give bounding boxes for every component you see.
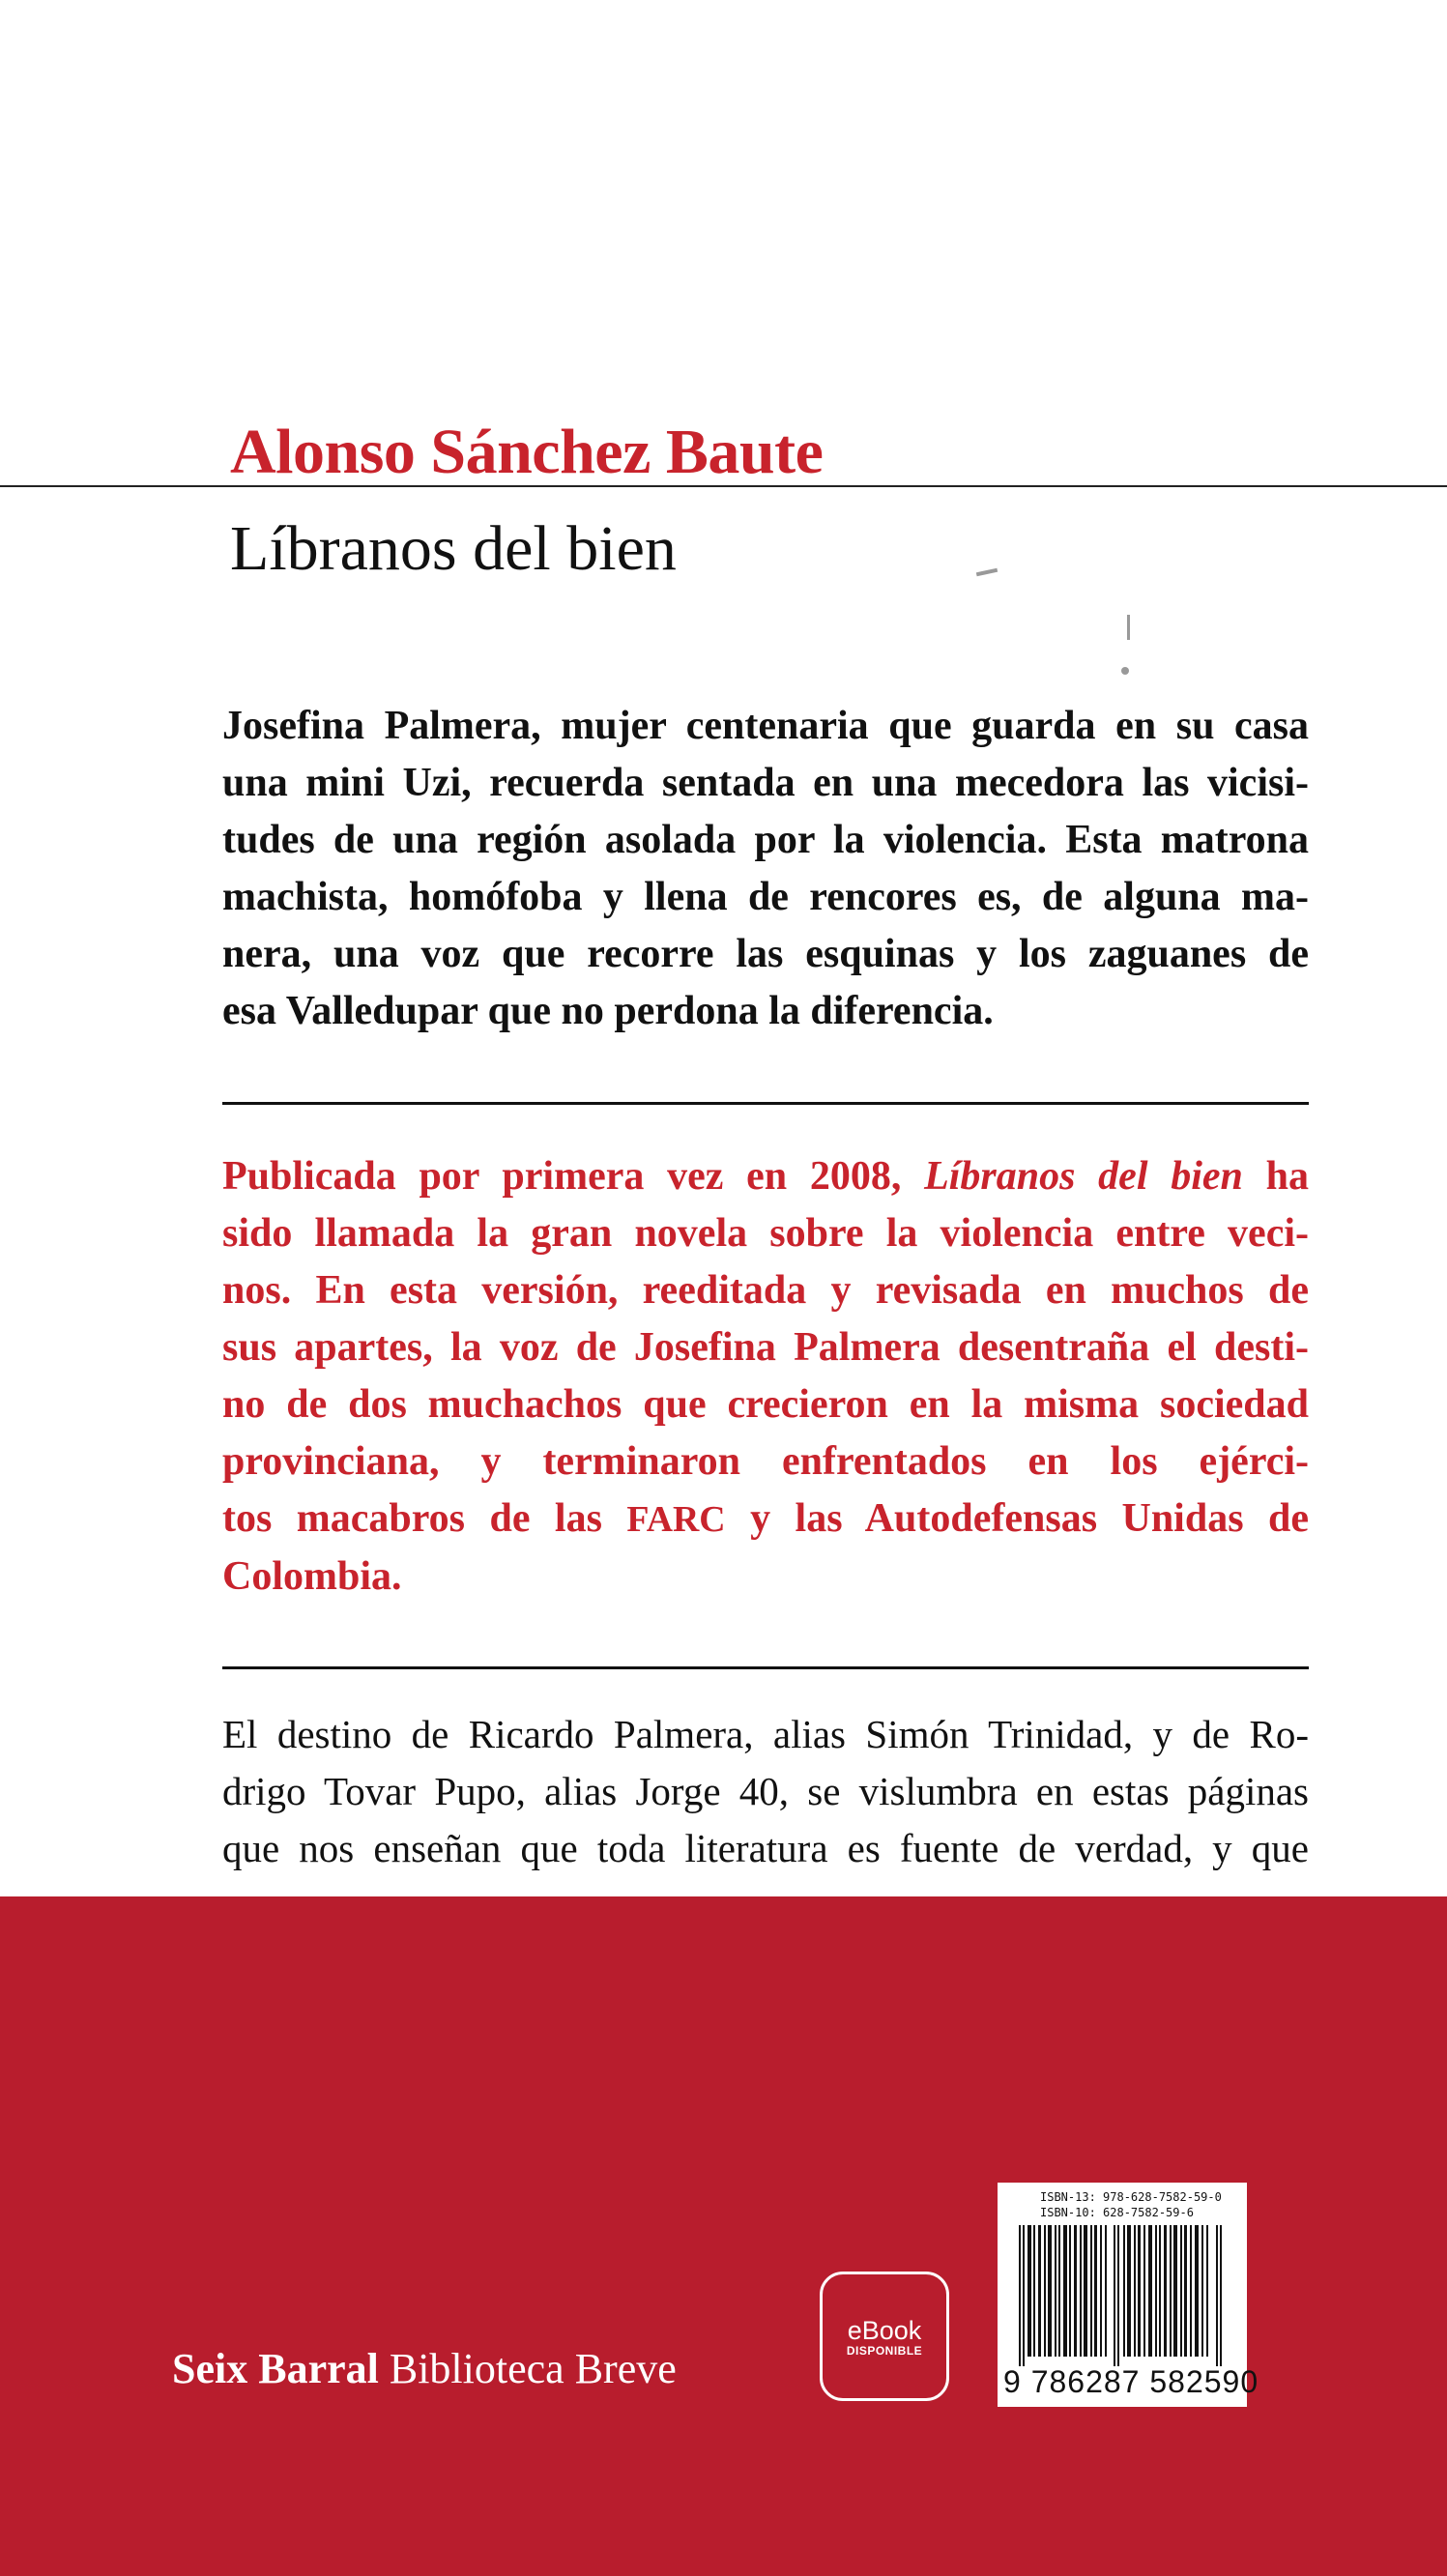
publication-line: no de dos muchachos que crecieron en la misma sociedad	[222, 1382, 1309, 1427]
book-title: Líbranos del bien	[230, 513, 677, 584]
divider-rule	[222, 1102, 1309, 1105]
publication-line: Colombia.	[222, 1554, 402, 1599]
synopsis-line: nera, una voz que recorre las esquinas y los zaguanes de	[222, 932, 1309, 976]
publication-line: provinciana, y terminaron enfrentados en los ejérci-	[222, 1439, 1309, 1484]
divider-rule	[222, 1666, 1309, 1669]
author-name: Alonso Sánchez Baute	[230, 417, 824, 487]
publisher-brand: Seix Barral	[172, 2345, 379, 2392]
synopsis-paragraph	[222, 698, 1309, 1040]
ebook-sub: DISPONIBLE	[846, 2344, 923, 2358]
paper-speck	[976, 568, 998, 576]
paper-speck	[1121, 667, 1129, 675]
publisher-collection: Biblioteca Breve	[389, 2345, 677, 2392]
barcode-number: 9 786287 582590	[1003, 2364, 1259, 2399]
publication-paragraph	[222, 1148, 1309, 1606]
isbn10-text: ISBN-10: 628-7582-59-6	[1040, 2206, 1194, 2219]
synopsis-line: Josefina Palmera, mujer centenaria que guarda en su casa	[222, 704, 1309, 748]
ebook-badge	[820, 2272, 949, 2401]
closing-paragraph	[222, 1706, 1309, 1877]
closing-line: drigo Tovar Pupo, alias Jorge 40, se vislumbra en estas páginas	[222, 1769, 1309, 1813]
synopsis-line: esa Valledupar que no perdona la diferencia.	[222, 989, 994, 1033]
publisher-imprint	[172, 2344, 677, 2393]
closing-line: El destino de Ricardo Palmera, alias Simón Trinidad, y de Ro-	[222, 1712, 1309, 1756]
paper-speck	[1127, 615, 1130, 640]
publication-line: Publicada por primera vez en 2008, Líbranos del bien ha	[222, 1154, 1309, 1199]
closing-line: que nos enseñan que toda literatura es fuente de verdad, y que	[222, 1826, 1309, 1870]
acronym-farc: FARC	[626, 1499, 726, 1540]
publication-line: nos. En esta versión, reeditada y revisada en muchos de	[222, 1268, 1309, 1313]
publication-line: tos macabros de las FARC y las Autodefensas Unidas de	[222, 1496, 1310, 1541]
publication-line: sido llamada la gran novela sobre la violencia entre veci-	[222, 1211, 1309, 1256]
isbn13-text: ISBN-13: 978-628-7582-59-0	[1040, 2190, 1222, 2204]
barcode-label	[998, 2183, 1259, 2407]
synopsis-line: machista, homófoba y llena de rencores es, de alguna ma-	[222, 875, 1309, 919]
synopsis-line: tudes de una región asolada por la violencia. Esta matrona	[222, 818, 1309, 862]
italic-title: Líbranos del bien	[924, 1154, 1243, 1199]
synopsis-line: una mini Uzi, recuerda sentada en una mecedora las vicisi-	[222, 761, 1309, 805]
barcode-icon	[1019, 2225, 1226, 2366]
publication-line: sus apartes, la voz de Josefina Palmera desentraña el desti-	[222, 1325, 1309, 1370]
ebook-label: eBook	[847, 2316, 922, 2345]
